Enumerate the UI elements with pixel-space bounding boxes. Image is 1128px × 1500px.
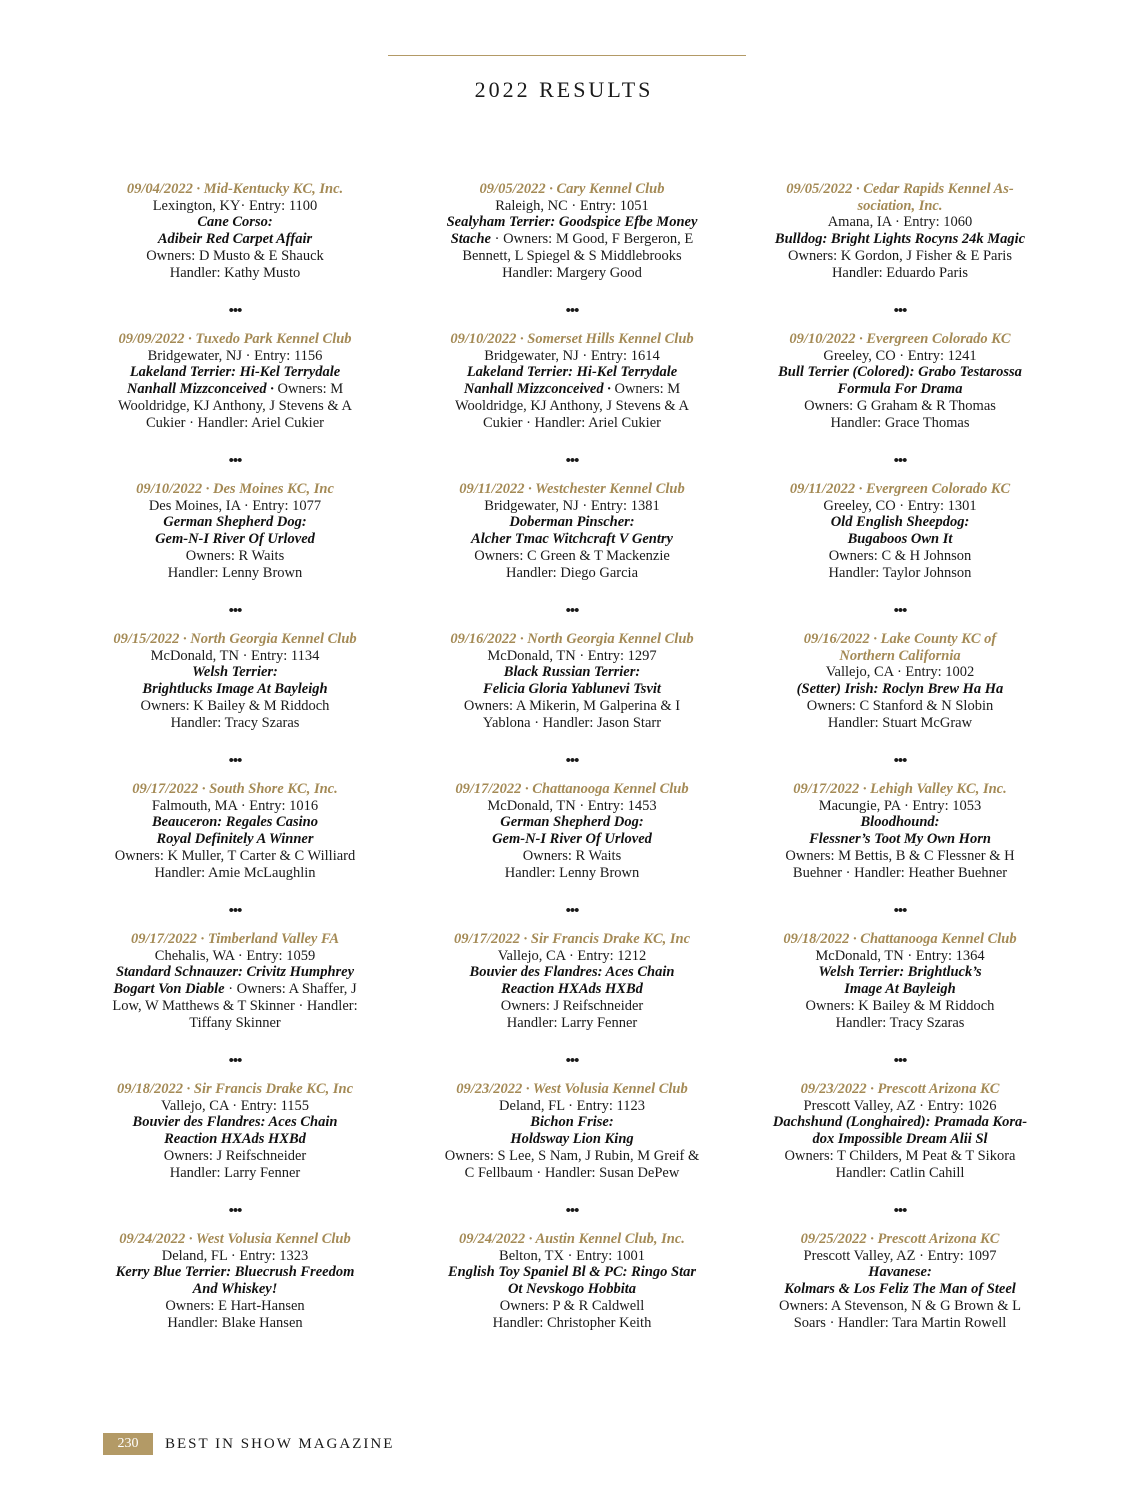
owners-text: Owners: M xyxy=(277,381,344,398)
page-footer xyxy=(103,1433,394,1455)
details-line: Vallejo, CA · Entry: 1002 xyxy=(825,664,975,681)
details-line: Owners: M Bettis, B & C Flessner & H xyxy=(785,847,1015,864)
details-line: Greeley, CO · Entry: 1301 xyxy=(823,497,977,514)
winner-line xyxy=(100,514,370,531)
details-line: Owners: K Bailey & M Riddoch xyxy=(805,997,995,1014)
details-line: McDonald, TN · Entry: 1134 xyxy=(150,647,320,664)
result-entry xyxy=(100,631,370,749)
details-line: Amana, IA · Entry: 1060 xyxy=(827,214,973,231)
breed-and-dog-name: Flessner’s Toot My Own Horn xyxy=(809,831,991,848)
show-header: Northern California xyxy=(839,647,961,664)
details-line: Handler: Lenny Brown xyxy=(167,564,303,581)
breed-and-dog-name: Sealyham Terrier: Goodspice Efbe Money xyxy=(446,214,698,231)
winner-line xyxy=(765,1281,1035,1298)
breed-and-dog-name: Cane Corso: xyxy=(197,214,273,231)
entry-separator: ••• xyxy=(565,753,579,769)
result-entry xyxy=(437,481,707,599)
entry-separator: ••• xyxy=(228,1203,242,1219)
details-line: Vallejo, CA · Entry: 1155 xyxy=(160,1097,310,1114)
breed-and-dog-name: Alcher Tmac Witchcraft V Gentry xyxy=(471,531,673,548)
winner-line xyxy=(765,364,1035,381)
details-line: Wooldridge, KJ Anthony, J Stevens & A xyxy=(455,397,689,414)
details-line: Owners: A Stevenson, N & G Brown & L xyxy=(778,1297,1022,1314)
winner-line xyxy=(765,514,1035,531)
show-header: 09/18/2022 · Chattanooga Kennel Club xyxy=(783,931,1017,947)
show-header: 09/17/2022 · Chattanooga Kennel Club xyxy=(455,781,689,797)
details-line: McDonald, TN · Entry: 1453 xyxy=(487,797,657,814)
show-header: 09/17/2022 · Timberland Valley FA xyxy=(131,931,339,947)
entry-separator: ••• xyxy=(893,1053,907,1069)
details-line: Handler: Larry Fenner xyxy=(169,1164,301,1181)
winner-line xyxy=(765,1264,1035,1281)
result-entry xyxy=(100,781,370,899)
breed-and-dog-name: Old English Sheepdog: xyxy=(830,514,970,531)
show-header: 09/05/2022 · Cary Kennel Club xyxy=(479,181,665,197)
details-line: Bridgewater, NJ · Entry: 1381 xyxy=(484,497,660,514)
entry-separator: ••• xyxy=(893,453,907,469)
entry-separator: ••• xyxy=(893,303,907,319)
breed-and-dog-name: Lakeland Terrier: Hi-Kel Terrydale xyxy=(466,364,678,381)
winner-line xyxy=(765,381,1035,398)
details-line: Deland, FL · Entry: 1323 xyxy=(161,1247,309,1264)
owners-text: Owners: M xyxy=(614,381,681,398)
breed-and-dog-name: dox Impossible Dream Alii Sl xyxy=(812,1131,988,1148)
breed-and-dog-name: Bugaboos Own It xyxy=(847,531,953,548)
details-line: Belton, TX · Entry: 1001 xyxy=(499,1247,645,1264)
winner-line xyxy=(437,381,707,398)
entry-separator: ••• xyxy=(565,903,579,919)
breed-and-dog-name: Standard Schnauzer: Crivitz Humphrey xyxy=(115,964,355,981)
winner-line xyxy=(765,964,1035,981)
result-entry xyxy=(765,1231,1035,1349)
show-header: 09/10/2022 · Des Moines KC, Inc xyxy=(136,481,334,497)
breed-and-dog-name: Havanese: xyxy=(868,1264,932,1281)
result-entry xyxy=(765,181,1035,299)
breed-and-dog-name: Black Russian Terrier: xyxy=(503,664,641,681)
show-header: 09/23/2022 · Prescott Arizona KC xyxy=(800,1081,1000,1097)
result-entry xyxy=(437,181,707,299)
winner-line xyxy=(765,531,1035,548)
entry-separator: ••• xyxy=(228,753,242,769)
details-line: Handler: Tracy Szaras xyxy=(170,714,300,731)
breed-and-dog-name: Adibeir Red Carpet Affair xyxy=(157,231,313,248)
winner-line xyxy=(437,964,707,981)
breed-and-dog-name: Kolmars & Los Feliz The Man of Steel xyxy=(784,1281,1016,1298)
result-entry xyxy=(437,1231,707,1349)
details-line: Handler: Stuart McGraw xyxy=(827,714,973,731)
details-line: Owners: R Waits xyxy=(522,847,622,864)
details-line: Des Moines, IA · Entry: 1077 xyxy=(148,497,322,514)
entry-separator: ••• xyxy=(893,1203,907,1219)
details-line: Cukier · Handler: Ariel Cukier xyxy=(146,414,324,431)
breed-and-dog-name: Reaction HXAds HXBd xyxy=(501,981,643,998)
results-column-3 xyxy=(765,181,1035,1349)
results-column-1 xyxy=(100,181,370,1349)
winner-line xyxy=(437,831,707,848)
breed-and-dog-name: Bichon Frise: xyxy=(530,1114,614,1131)
winner-line xyxy=(100,214,370,231)
details-line: McDonald, TN · Entry: 1364 xyxy=(815,947,985,964)
details-line: Owners: C Stanford & N Slobin xyxy=(806,697,994,714)
details-line: Owners: P & R Caldwell xyxy=(499,1297,645,1314)
winner-line xyxy=(765,831,1035,848)
entry-separator: ••• xyxy=(228,603,242,619)
details-line: Owners: A Mikerin, M Galperina & I xyxy=(463,697,681,714)
breed-and-dog-name: Dachshund (Longhaired): Pramada Kora- xyxy=(772,1114,1028,1131)
details-line: Tiffany Skinner xyxy=(189,1014,281,1031)
breed-and-dog-name: Nanhall Mizzconceived · xyxy=(463,381,615,398)
magazine-name: BEST IN SHOW MAGAZINE xyxy=(165,1435,395,1452)
show-header: 09/04/2022 · Mid-Kentucky KC, Inc. xyxy=(126,181,344,197)
details-line: Handler: Taylor Johnson xyxy=(828,564,972,581)
show-header: 09/18/2022 · Sir Francis Drake KC, Inc xyxy=(116,1081,354,1097)
breed-and-dog-name: Beauceron: Regales Casino xyxy=(152,814,318,831)
breed-and-dog-name: Bouvier des Flandres: Aces Chain xyxy=(132,1114,338,1131)
winner-line xyxy=(100,1281,370,1298)
winner-line xyxy=(100,964,370,981)
entry-separator: ••• xyxy=(228,453,242,469)
details-line: Owners: J Reifschneider xyxy=(500,997,644,1014)
details-line: Handler: Kathy Musto xyxy=(169,264,301,281)
winner-line xyxy=(437,1281,707,1298)
details-line: Owners: G Graham & R Thomas xyxy=(804,397,996,414)
breed-and-dog-name: Ot Nevskogo Hobbita xyxy=(507,1281,637,1298)
details-line: Handler: Blake Hansen xyxy=(167,1314,303,1331)
winner-line xyxy=(100,231,370,248)
winner-line xyxy=(437,1114,707,1131)
result-entry xyxy=(100,331,370,449)
entry-separator: ••• xyxy=(565,1053,579,1069)
winner-line xyxy=(100,1264,370,1281)
breed-and-dog-name: Welsh Terrier: xyxy=(192,664,278,681)
breed-and-dog-name: Gem-N-I River Of Urloved xyxy=(155,531,315,548)
details-line: Prescott Valley, AZ · Entry: 1026 xyxy=(803,1097,997,1114)
details-line: Handler: Christopher Keith xyxy=(492,1314,652,1331)
show-header: 09/10/2022 · Evergreen Colorado KC xyxy=(789,331,1011,347)
winner-line xyxy=(437,514,707,531)
details-line: Cukier · Handler: Ariel Cukier xyxy=(483,414,661,431)
winner-line xyxy=(100,664,370,681)
winner-line xyxy=(100,814,370,831)
entry-separator: ••• xyxy=(565,453,579,469)
details-line: Handler: Amie McLaughlin xyxy=(154,864,316,881)
details-line: Owners: C Green & T Mackenzie xyxy=(474,547,670,564)
breed-and-dog-name: Felicia Gloria Yablunevi Tsvit xyxy=(483,681,661,698)
winner-line xyxy=(100,681,370,698)
details-line: Bridgewater, NJ · Entry: 1614 xyxy=(484,347,660,364)
winner-line xyxy=(100,831,370,848)
show-header: 09/17/2022 · Sir Francis Drake KC, Inc xyxy=(453,931,691,947)
entry-separator: ••• xyxy=(565,1203,579,1219)
owners-text: · Owners: A Shaffer, J xyxy=(224,981,357,998)
breed-and-dog-name: Bogart Von Diable xyxy=(113,981,225,998)
details-line: Owners: J Reifschneider xyxy=(163,1147,307,1164)
top-rule xyxy=(388,55,746,56)
winner-line xyxy=(765,231,1035,248)
details-line: Handler: Larry Fenner xyxy=(506,1014,638,1031)
details-line: Chehalis, WA · Entry: 1059 xyxy=(154,947,316,964)
entry-separator: ••• xyxy=(893,753,907,769)
result-entry xyxy=(437,1081,707,1199)
show-header: 09/11/2022 · Westchester Kennel Club xyxy=(459,481,685,497)
winner-line xyxy=(100,381,370,398)
breed-and-dog-name: Holdsway Lion King xyxy=(510,1131,634,1148)
winner-line xyxy=(100,981,370,998)
show-header: 09/24/2022 · Austin Kennel Club, Inc. xyxy=(459,1231,685,1247)
details-line: Low, W Matthews & T Skinner · Handler: xyxy=(112,997,358,1014)
details-line: C Fellbaum · Handler: Susan DePew xyxy=(464,1164,680,1181)
breed-and-dog-name: Bloodhound: xyxy=(860,814,940,831)
breed-and-dog-name: Doberman Pinscher: xyxy=(509,514,635,531)
entry-separator: ••• xyxy=(893,603,907,619)
show-header: 09/24/2022 · West Volusia Kennel Club xyxy=(119,1231,351,1247)
breed-and-dog-name: Bull Terrier (Colored): Grabo Testarossa xyxy=(778,364,1022,381)
breed-and-dog-name: Bulldog: Bright Lights Rocyns 24k Magic xyxy=(774,231,1026,248)
show-header: 09/17/2022 · South Shore KC, Inc. xyxy=(132,781,338,797)
breed-and-dog-name: (Setter) Irish: Roclyn Brew Ha Ha xyxy=(796,681,1004,698)
details-line: Owners: K Muller, T Carter & C Williard xyxy=(114,847,356,864)
breed-and-dog-name: Reaction HXAds HXBd xyxy=(164,1131,306,1148)
details-line: Vallejo, CA · Entry: 1212 xyxy=(497,947,647,964)
details-line: Owners: K Gordon, J Fisher & E Paris xyxy=(788,247,1012,264)
entry-separator: ••• xyxy=(228,903,242,919)
breed-and-dog-name: Stache xyxy=(450,231,491,248)
details-line: Handler: Eduardo Paris xyxy=(831,264,969,281)
result-entry xyxy=(437,931,707,1049)
result-entry xyxy=(100,481,370,599)
details-line: Owners: C & H Johnson xyxy=(828,547,972,564)
details-line: Bridgewater, NJ · Entry: 1156 xyxy=(147,347,323,364)
winner-line xyxy=(437,531,707,548)
result-entry xyxy=(100,931,370,1049)
breed-and-dog-name: Lakeland Terrier: Hi-Kel Terrydale xyxy=(129,364,341,381)
show-header: 09/05/2022 · Cedar Rapids Kennel As- xyxy=(786,181,1014,197)
breed-and-dog-name: And Whiskey! xyxy=(192,1281,278,1298)
breed-and-dog-name: German Shepherd Dog: xyxy=(163,514,307,531)
winner-line xyxy=(765,1114,1035,1131)
winner-line xyxy=(765,814,1035,831)
details-line: Owners: E Hart-Hansen xyxy=(165,1297,305,1314)
details-line: Owners: S Lee, S Nam, J Rubin, M Greif & xyxy=(444,1147,700,1164)
owners-text: · Owners: M Good, F Bergeron, E xyxy=(490,231,694,248)
winner-line xyxy=(437,814,707,831)
breed-and-dog-name: English Toy Spaniel Bl & PC: Ringo Star xyxy=(447,1264,697,1281)
result-entry xyxy=(765,781,1035,899)
winner-line xyxy=(437,1264,707,1281)
show-header: 09/11/2022 · Evergreen Colorado KC xyxy=(789,481,1011,497)
breed-and-dog-name: Nanhall Mizzconceived · xyxy=(126,381,278,398)
page-number: 230 xyxy=(103,1433,153,1455)
result-entry xyxy=(765,481,1035,599)
show-header: 09/09/2022 · Tuxedo Park Kennel Club xyxy=(118,331,352,347)
details-line: Wooldridge, KJ Anthony, J Stevens & A xyxy=(118,397,352,414)
winner-line xyxy=(437,664,707,681)
details-line: Buehner · Handler: Heather Buehner xyxy=(792,864,1008,881)
show-header: 09/15/2022 · North Georgia Kennel Club xyxy=(113,631,357,647)
details-line: Owners: T Childers, M Peat & T Sikora xyxy=(784,1147,1016,1164)
breed-and-dog-name: Brightlucks Image At Bayleigh xyxy=(142,681,328,698)
details-line: Lexington, KY· Entry: 1100 xyxy=(152,197,318,214)
result-entry xyxy=(437,331,707,449)
winner-line xyxy=(437,1131,707,1148)
details-line: Handler: Grace Thomas xyxy=(830,414,970,431)
show-header: 09/17/2022 · Lehigh Valley KC, Inc. xyxy=(793,781,1007,797)
show-header: 09/10/2022 · Somerset Hills Kennel Club xyxy=(450,331,694,347)
show-header: sociation, Inc. xyxy=(857,197,943,214)
result-entry xyxy=(100,1081,370,1199)
details-line: Soars · Handler: Tara Martin Rowell xyxy=(793,1314,1007,1331)
winner-line xyxy=(437,231,707,248)
details-line: Macungie, PA · Entry: 1053 xyxy=(818,797,982,814)
entry-separator: ••• xyxy=(228,303,242,319)
result-entry xyxy=(437,631,707,749)
details-line: McDonald, TN · Entry: 1297 xyxy=(487,647,657,664)
winner-line xyxy=(100,1114,370,1131)
details-line: Raleigh, NC · Entry: 1051 xyxy=(495,197,649,214)
result-entry xyxy=(100,181,370,299)
winner-line xyxy=(100,531,370,548)
details-line: Handler: Tracy Szaras xyxy=(835,1014,965,1031)
show-header: 09/16/2022 · Lake County KC of xyxy=(803,631,997,647)
breed-and-dog-name: Formula For Drama xyxy=(837,381,963,398)
results-column-2 xyxy=(437,181,707,1349)
breed-and-dog-name: Image At Bayleigh xyxy=(844,981,956,998)
breed-and-dog-name: Gem-N-I River Of Urloved xyxy=(492,831,652,848)
details-line: Handler: Catlin Cahill xyxy=(835,1164,965,1181)
details-line: Deland, FL · Entry: 1123 xyxy=(499,1097,645,1114)
breed-and-dog-name: Bouvier des Flandres: Aces Chain xyxy=(469,964,675,981)
details-line: Yablona · Handler: Jason Starr xyxy=(482,714,662,731)
details-line: Owners: R Waits xyxy=(185,547,285,564)
winner-line xyxy=(100,1131,370,1148)
result-entry xyxy=(765,631,1035,749)
winner-line xyxy=(437,364,707,381)
show-header: 09/23/2022 · West Volusia Kennel Club xyxy=(456,1081,688,1097)
result-entry xyxy=(765,1081,1035,1199)
details-line: Handler: Margery Good xyxy=(502,264,642,281)
breed-and-dog-name: Kerry Blue Terrier: Bluecrush Freedom xyxy=(115,1264,355,1281)
result-entry xyxy=(765,331,1035,449)
winner-line xyxy=(765,1131,1035,1148)
entry-separator: ••• xyxy=(228,1053,242,1069)
details-line: Bennett, L Spiegel & S Middlebrooks xyxy=(462,247,682,264)
winner-line xyxy=(437,981,707,998)
winner-line xyxy=(100,364,370,381)
breed-and-dog-name: German Shepherd Dog: xyxy=(500,814,644,831)
entry-separator: ••• xyxy=(565,603,579,619)
details-line: Greeley, CO · Entry: 1241 xyxy=(823,347,977,364)
breed-and-dog-name: Royal Definitely A Winner xyxy=(156,831,314,848)
winner-line xyxy=(437,214,707,231)
winner-line xyxy=(437,681,707,698)
winner-line xyxy=(765,681,1035,698)
entry-separator: ••• xyxy=(893,903,907,919)
result-entry xyxy=(100,1231,370,1349)
details-line: Owners: D Musto & E Shauck xyxy=(146,247,324,264)
details-line: Handler: Lenny Brown xyxy=(504,864,640,881)
entry-separator: ••• xyxy=(565,303,579,319)
result-entry xyxy=(437,781,707,899)
result-entry xyxy=(765,931,1035,1049)
breed-and-dog-name: Welsh Terrier: Brightluck’s xyxy=(818,964,982,981)
page-title: 2022 RESULTS xyxy=(474,77,654,102)
show-header: 09/16/2022 · North Georgia Kennel Club xyxy=(450,631,694,647)
show-header: 09/25/2022 · Prescott Arizona KC xyxy=(800,1231,1000,1247)
details-line: Prescott Valley, AZ · Entry: 1097 xyxy=(803,1247,997,1264)
winner-line xyxy=(765,981,1035,998)
details-line: Handler: Diego Garcia xyxy=(505,564,639,581)
details-line: Falmouth, MA · Entry: 1016 xyxy=(151,797,319,814)
details-line: Owners: K Bailey & M Riddoch xyxy=(140,697,330,714)
